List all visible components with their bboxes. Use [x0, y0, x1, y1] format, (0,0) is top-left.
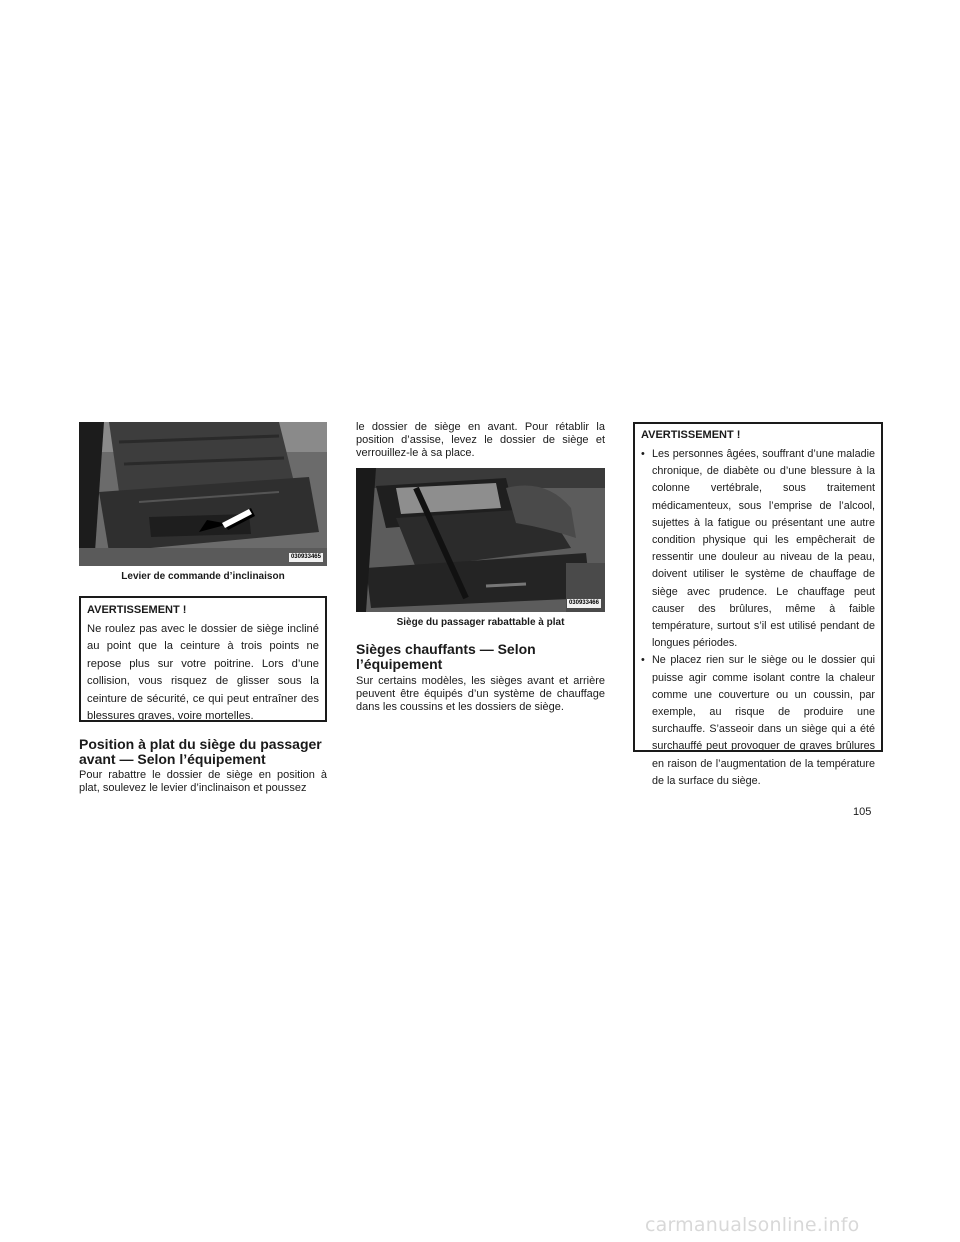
photo-reference-code: 030933465	[290, 554, 321, 560]
body-paragraph: Sur certains modèles, les sièges avant et arrière peuvent être équipés d’un système de chauffage dans les coussins et les dossiers de siège.	[356, 675, 605, 714]
bullet-icon: •	[641, 448, 645, 460]
section-heading: Sièges chauffants — Selon l’équipement	[356, 641, 536, 672]
page-number: 105	[853, 806, 872, 818]
warning-box	[633, 422, 883, 787]
warning-bullet	[641, 446, 875, 652]
warning-bullet	[641, 652, 875, 790]
warning-title: AVERTISSEMENT !	[87, 604, 187, 616]
warning-text: Ne roulez pas avec le dossier de siège incliné au point que la ceinture à trois points ne repose plus sur votre poitrine. Lors d’une collision, vous risquez de glisser sous la ceinture de sécurité, ce qui peut entraîner des blessures graves, voire mortelles.	[87, 623, 319, 723]
section-heading: Position à plat du siège du passager avant — Selon l’équipement	[79, 736, 322, 767]
warning-box	[79, 596, 327, 722]
watermark: carmanualsonline.info	[645, 1214, 860, 1236]
warning-bullet-list	[641, 446, 875, 790]
warning-bullet-text: Ne placez rien sur le siège ou le dossier qui puisse agir comme isolant contre la chaleur comme une couverture ou un coussin, par exemple, au risque de produire une surchauffe. S’asseoir dans un siège qui a été surchauffé peut provoquer de graves brûlures en raison de l’augmentation de la température de la surface du siège.	[652, 654, 875, 787]
warning-title: AVERTISSEMENT !	[641, 429, 741, 441]
body-paragraph-continued: le dossier de siège en avant. Pour rétablir la position d’assise, levez le dossier de siège et verrouillez-le à sa place.	[356, 421, 605, 460]
photo-caption: Siège du passager rabattable à plat	[396, 617, 565, 628]
bullet-icon: •	[641, 654, 645, 667]
photo-reference-code: 030933466	[568, 600, 599, 606]
photo-caption: Levier de commande d’inclinaison	[121, 571, 285, 582]
recline-lever-photo	[79, 422, 327, 566]
body-paragraph: Pour rabattre le dossier de siège en position à plat, soulevez le levier d’inclinaison et poussez	[79, 769, 327, 795]
flat-seat-illustration	[356, 468, 605, 612]
recline-lever-illustration	[79, 422, 327, 566]
flat-seat-photo	[356, 468, 605, 612]
warning-bullet-text: Les personnes âgées, souffrant d’une maladie chronique, de diabète ou d’une blessure à la colonne vertébrale, sous traitement médicamenteux, sous l’emprise de l’alcool, sujettes à la fatigue ou présentant une autre condition physique qui les empêcherait de ressentir une douleur au niveau de la peau, doivent utiliser le système de chauffage de siège avec prudence. Le chauffage peut causer des brûlures, même à faible température, surtout s’il est utilisé pendant de longues périodes.	[652, 448, 875, 650]
